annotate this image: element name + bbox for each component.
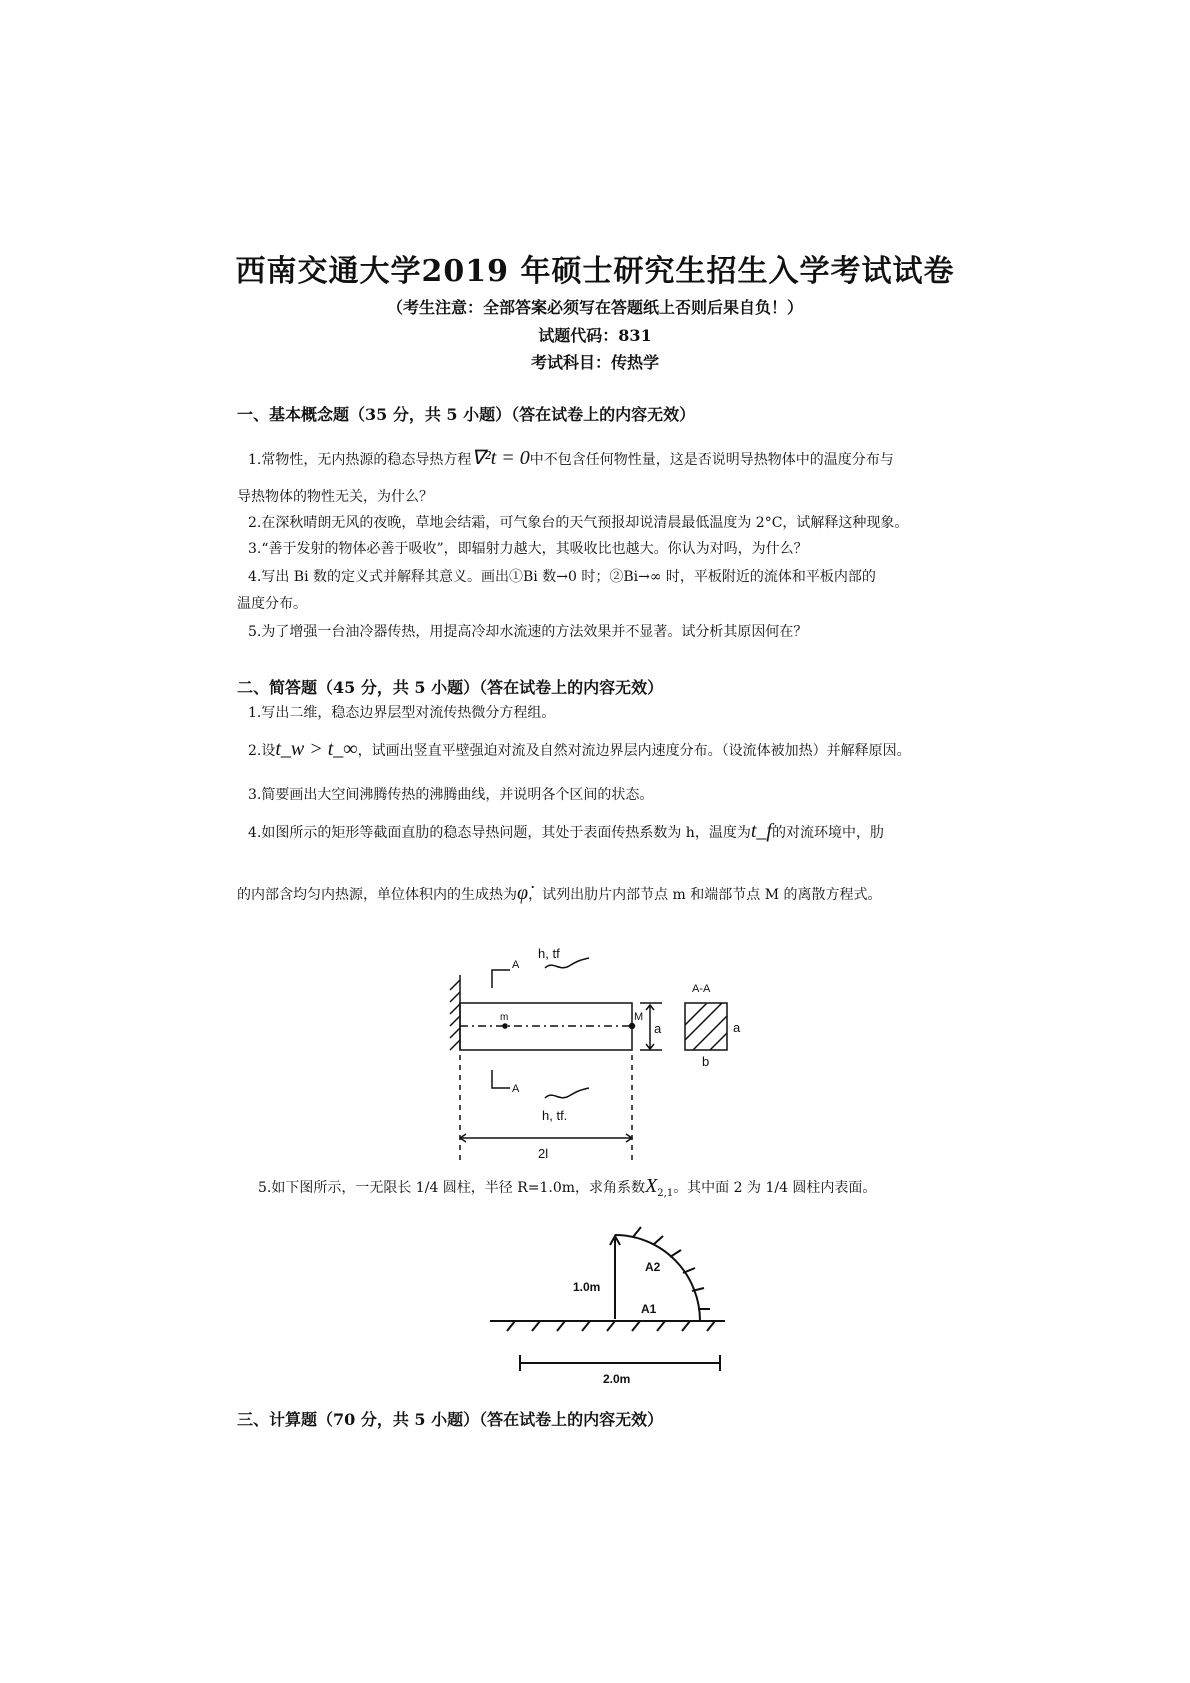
s1-question-3: 3.“善于发射的物体必善于吸收”，即辐射力越大，其吸收比也越大。你认为对吗，为什么？	[248, 541, 808, 557]
wall-hatching	[450, 980, 460, 1050]
text: 2.设	[248, 743, 276, 759]
s2-question-5	[258, 1175, 876, 1199]
text: 中不包含任何物性量，这是否说明导热物体中的温度分布与	[529, 452, 894, 468]
s1-question-4: 4.写出 Bi 数的定义式并解释其意义。画出①Bi 数→0 时；②Bi→∞ 时，平板附近的流体和平板内部的	[248, 569, 876, 585]
label-m: m	[500, 1012, 509, 1023]
label-section: A-A	[692, 983, 711, 995]
exam-code: 试题代码：831	[538, 326, 652, 345]
view-factor-X: X	[645, 1175, 658, 1197]
phi-dot-symbol: φ̇	[517, 882, 529, 904]
cross-section	[685, 1003, 727, 1050]
fin-diagram	[430, 930, 760, 1161]
s2-question-2	[248, 738, 911, 761]
s2-question-3: 3.简要画出大空间沸腾传热的沸腾曲线，并说明各个区间的状态。	[248, 787, 654, 803]
label-A1: A1	[641, 1302, 657, 1316]
label-width: 2.0m	[603, 1372, 631, 1386]
text: 1.常物性，无内热源的稳态导热方程	[248, 452, 472, 468]
s1-question-1	[248, 445, 894, 470]
text: 。其中面 2 为 1/4 圆柱内表面。	[673, 1180, 877, 1196]
s1-question-1-cont: 导热物体的物性无关，为什么？	[237, 489, 433, 505]
text: ，试画出竖直平壁强迫对流及自然对流边界层内速度分布。（设流体被加热）并解释原因。	[357, 743, 911, 759]
text: 的内部含均匀内热源，单位体积内的生成热为	[237, 887, 517, 903]
tw-gt-tinf: t_w > t_∞	[275, 738, 358, 760]
label-A2: A2	[645, 1260, 661, 1274]
s1-question-2: 2.在深秋晴朗无风的夜晚，草地会结霜，可气象台的天气预报却说清晨最低温度为 2°C，试解释这种现象。	[248, 515, 909, 531]
s2-question-4-cont	[237, 882, 882, 905]
radius-arrow	[610, 1236, 620, 1319]
s2-question-4	[248, 820, 884, 843]
text: 的对流环境中，肋	[771, 825, 884, 841]
label-a: a	[654, 1021, 662, 1036]
section3-heading: 三、计算题（70 分，共 5 小题）（答在试卷上的内容无效）	[237, 1410, 664, 1429]
label-2l: 2l	[538, 1146, 549, 1161]
s2-question-1: 1.写出二维，稳态边界层型对流传热微分方程组。	[248, 705, 556, 721]
label-cut-top: A	[512, 959, 520, 971]
node-M	[630, 1024, 635, 1029]
label-sec-a: a	[733, 1020, 741, 1035]
laplace-equation: ∇²t = 0	[471, 447, 530, 469]
label-M: M	[634, 1011, 644, 1023]
cut-arrow-top	[492, 970, 510, 988]
arc-A2	[615, 1235, 700, 1321]
label-bottom-h-tf: h, tf.	[542, 1108, 568, 1123]
label-top-h-tf: h, tf	[538, 946, 560, 961]
s1-question-4-cont: 温度分布。	[237, 596, 307, 612]
tf-symbol: t_f	[750, 820, 772, 842]
cut-arrow-bottom	[492, 1070, 510, 1088]
text: ，试列出肋片内部节点 m 和端部节点 M 的离散方程式。	[528, 887, 882, 903]
quarter-cylinder-diagram	[485, 1225, 745, 1395]
node-m	[503, 1024, 507, 1028]
label-cut-bottom: A	[512, 1083, 520, 1095]
exam-notice: （考生注意：全部答案必须写在答题纸上否则后果自负！）	[386, 298, 803, 317]
label-radius: 1.0m	[573, 1280, 601, 1294]
exam-subject: 考试科目：传热学	[530, 353, 659, 372]
dim-length	[460, 1134, 632, 1142]
label-sec-b: b	[702, 1054, 710, 1069]
flow-arrow-bottom	[545, 1088, 589, 1098]
floor-hatching	[507, 1321, 715, 1331]
width-dim	[520, 1355, 720, 1371]
text: 5.如下图所示，一无限长 1/4 圆柱，半径 R=1.0m，求角系数	[258, 1180, 646, 1196]
view-factor-subscript: 2,1	[657, 1187, 674, 1199]
exam-title: 西南交通大学2019 年硕士研究生招生入学考试试卷	[235, 254, 955, 289]
section2-heading: 二、简答题（45 分，共 5 小题）（答在试卷上的内容无效）	[237, 678, 664, 697]
cross-section-hatch	[685, 1003, 727, 1050]
text: 4.如图所示的矩形等截面直肋的稳态导热问题，其处于表面传热系数为 h，温度为	[248, 825, 751, 841]
s1-question-5: 5.为了增强一台油冷器传热，用提高冷却水流速的方法效果并不显著。试分析其原因何在？	[248, 624, 808, 640]
section1-heading: 一、基本概念题（35 分，共 5 小题）（答在试卷上的内容无效）	[237, 405, 696, 424]
